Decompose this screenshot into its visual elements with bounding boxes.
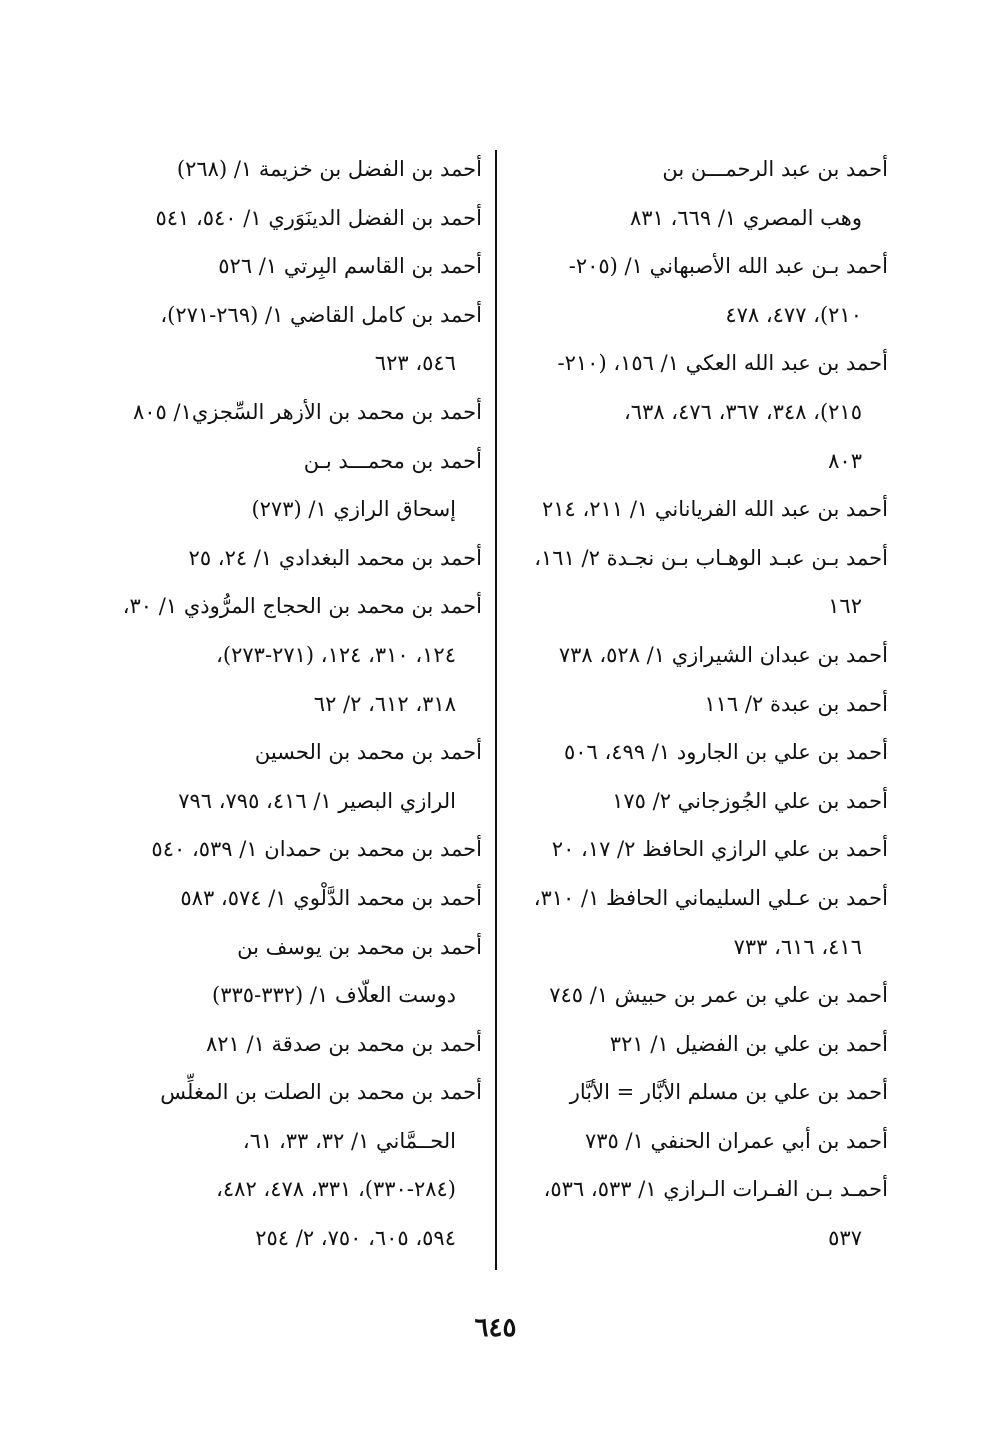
index-line: أحمد بن محمد بن حمدان ١/ ٥٣٩، ٥٤٠ [151, 837, 482, 862]
column-divider [495, 150, 497, 1270]
index-line: أحمد بن محمد البغدادي ١/ ٢٤، ٢٥ [188, 545, 482, 570]
index-line: إسحاق الرازي ١/ (٢٧٣) [251, 497, 456, 522]
index-line: ٥٩٤، ٦٠٥، ٧٥٠، ٢/ ٢٥٤ [255, 1226, 456, 1251]
index-line: ١٦٢ [828, 594, 862, 619]
index-line: ٢١٠)، ٤٧٧، ٤٧٨ [725, 302, 862, 327]
index-line: ١٢٤، ٣١٠، ١٢٤، (٢٧١-٢٧٣)، [216, 642, 456, 667]
index-line: أحمد بن عبد الله الفرياناني ١/ ٢١١، ٢١٤ [542, 497, 888, 522]
index-line: أحمد بن الفضل بن خزيمة ١/ (٢٦٨) [176, 157, 482, 181]
index-line: أحمد بن محمد بن يوسف بن [237, 934, 482, 959]
index-line: أحمد بن محمد بن الصلت بن المغلِّس [160, 1080, 482, 1105]
index-line: ٥٣٧ [828, 1226, 862, 1251]
index-line: ٨٠٣ [828, 448, 862, 473]
index-line: أحمد بن علي بن عمر بن حبيش ١/ ٧٤٥ [549, 983, 888, 1008]
index-line: أحمـد بـن الفـرات الـرازي ١/ ٥٣٣، ٥٣٦، [543, 1177, 888, 1202]
index-line: وهب المصري ١/ ٦٦٩، ٨٣١ [630, 205, 862, 230]
index-line: أحمد بن عبد الله العكي ١/ ١٥٦، (٢١٠- [557, 351, 888, 376]
index-line: أحمد بن عـلي السليماني الحافظ ١/ ٣١٠، [533, 885, 888, 910]
index-line: ٤١٦، ٦١٦، ٧٣٣ [733, 934, 862, 959]
index-line: أحمد بن علي بن الفضيل ١/ ٣٢١ [609, 1031, 888, 1056]
index-line: أحمد بن عبد الرحمـــن بن [662, 157, 888, 181]
index-line: أحمد بن محمـــد بـن [303, 448, 482, 473]
index-line: أحمد بـن عبد الله الأصبهاني ١/ (٢٠٥- [568, 254, 888, 279]
index-line: أحمد بن كامل القاضي ١/ (٢٦٩-٢٧١)، [160, 302, 482, 327]
index-line: أحمد بن محمد بن صدقة ١/ ٨٢١ [205, 1031, 482, 1056]
index-line: أحمد بن محمد بن الحسين [254, 740, 482, 765]
index-line: الرازي البصير ١/ ٤١٦، ٧٩٥، ٧٩٦ [178, 788, 456, 813]
index-column-right [508, 145, 888, 1263]
index-line: أحمد بن محمد بن الأزهر السِّجزي١/ ٨٠٥ [132, 399, 482, 424]
index-line: أحمد بن عبدان الشيرازي ١/ ٥٢٨، ٧٣٨ [558, 642, 888, 667]
index-column-left [102, 145, 482, 1263]
index-line: أحمد بن عبدة ٢/ ١١٦ [704, 691, 888, 716]
index-line: أحمد بـن عبـد الوهـاب بـن نجـدة ٢/ ١٦١، [534, 545, 888, 570]
index-line: ٣١٨، ٦١٢، ٢/ ٦٢ [313, 691, 456, 716]
index-line: أحمد بن علي الرازي الحافظ ٢/ ١٧، ٢٠ [551, 837, 888, 862]
index-line: أحمد بن أبي عمران الحنفي ١/ ٧٣٥ [584, 1128, 888, 1153]
index-line: أحمد بن محمد بن الحجاج المرُّوذي ١/ ٣٠، [122, 594, 482, 619]
index-line: دوست العلّاف ١/ (٣٣٢-٣٣٥) [212, 983, 456, 1008]
index-line: الحــمَّاني ١/ ٣٢، ٣٣، ٦١، [242, 1128, 456, 1153]
index-line: أحمد بن محمد الدَّلْوي ١/ ٥٧٤، ٥٨٣ [180, 885, 482, 910]
index-line: أحمد بن الفضل الدينَوَري ١/ ٥٤٠، ٥٤١ [155, 205, 482, 230]
index-line: أحمد بن القاسم البِرتي ١/ ٥٢٦ [218, 254, 482, 279]
index-line: أحمد بن علي بن مسلم الأبَّار = الأبَّار [569, 1080, 888, 1105]
page-number: ٦٤٥ [474, 1313, 517, 1343]
index-line: ٢١٥)، ٣٤٨، ٣٦٧، ٤٧٦، ٦٣٨، [623, 399, 862, 424]
index-line: أحمد بن علي الجُوزجاني ٢/ ١٧٥ [612, 788, 888, 813]
index-line: أحمد بن علي بن الجارود ١/ ٤٩٩، ٥٠٦ [563, 740, 888, 765]
index-line: (٢٨٤-٣٣٠)، ٣٣١، ٤٧٨، ٤٨٢، [216, 1177, 456, 1202]
index-line: ٥٤٦، ٦٢٣ [374, 351, 456, 376]
